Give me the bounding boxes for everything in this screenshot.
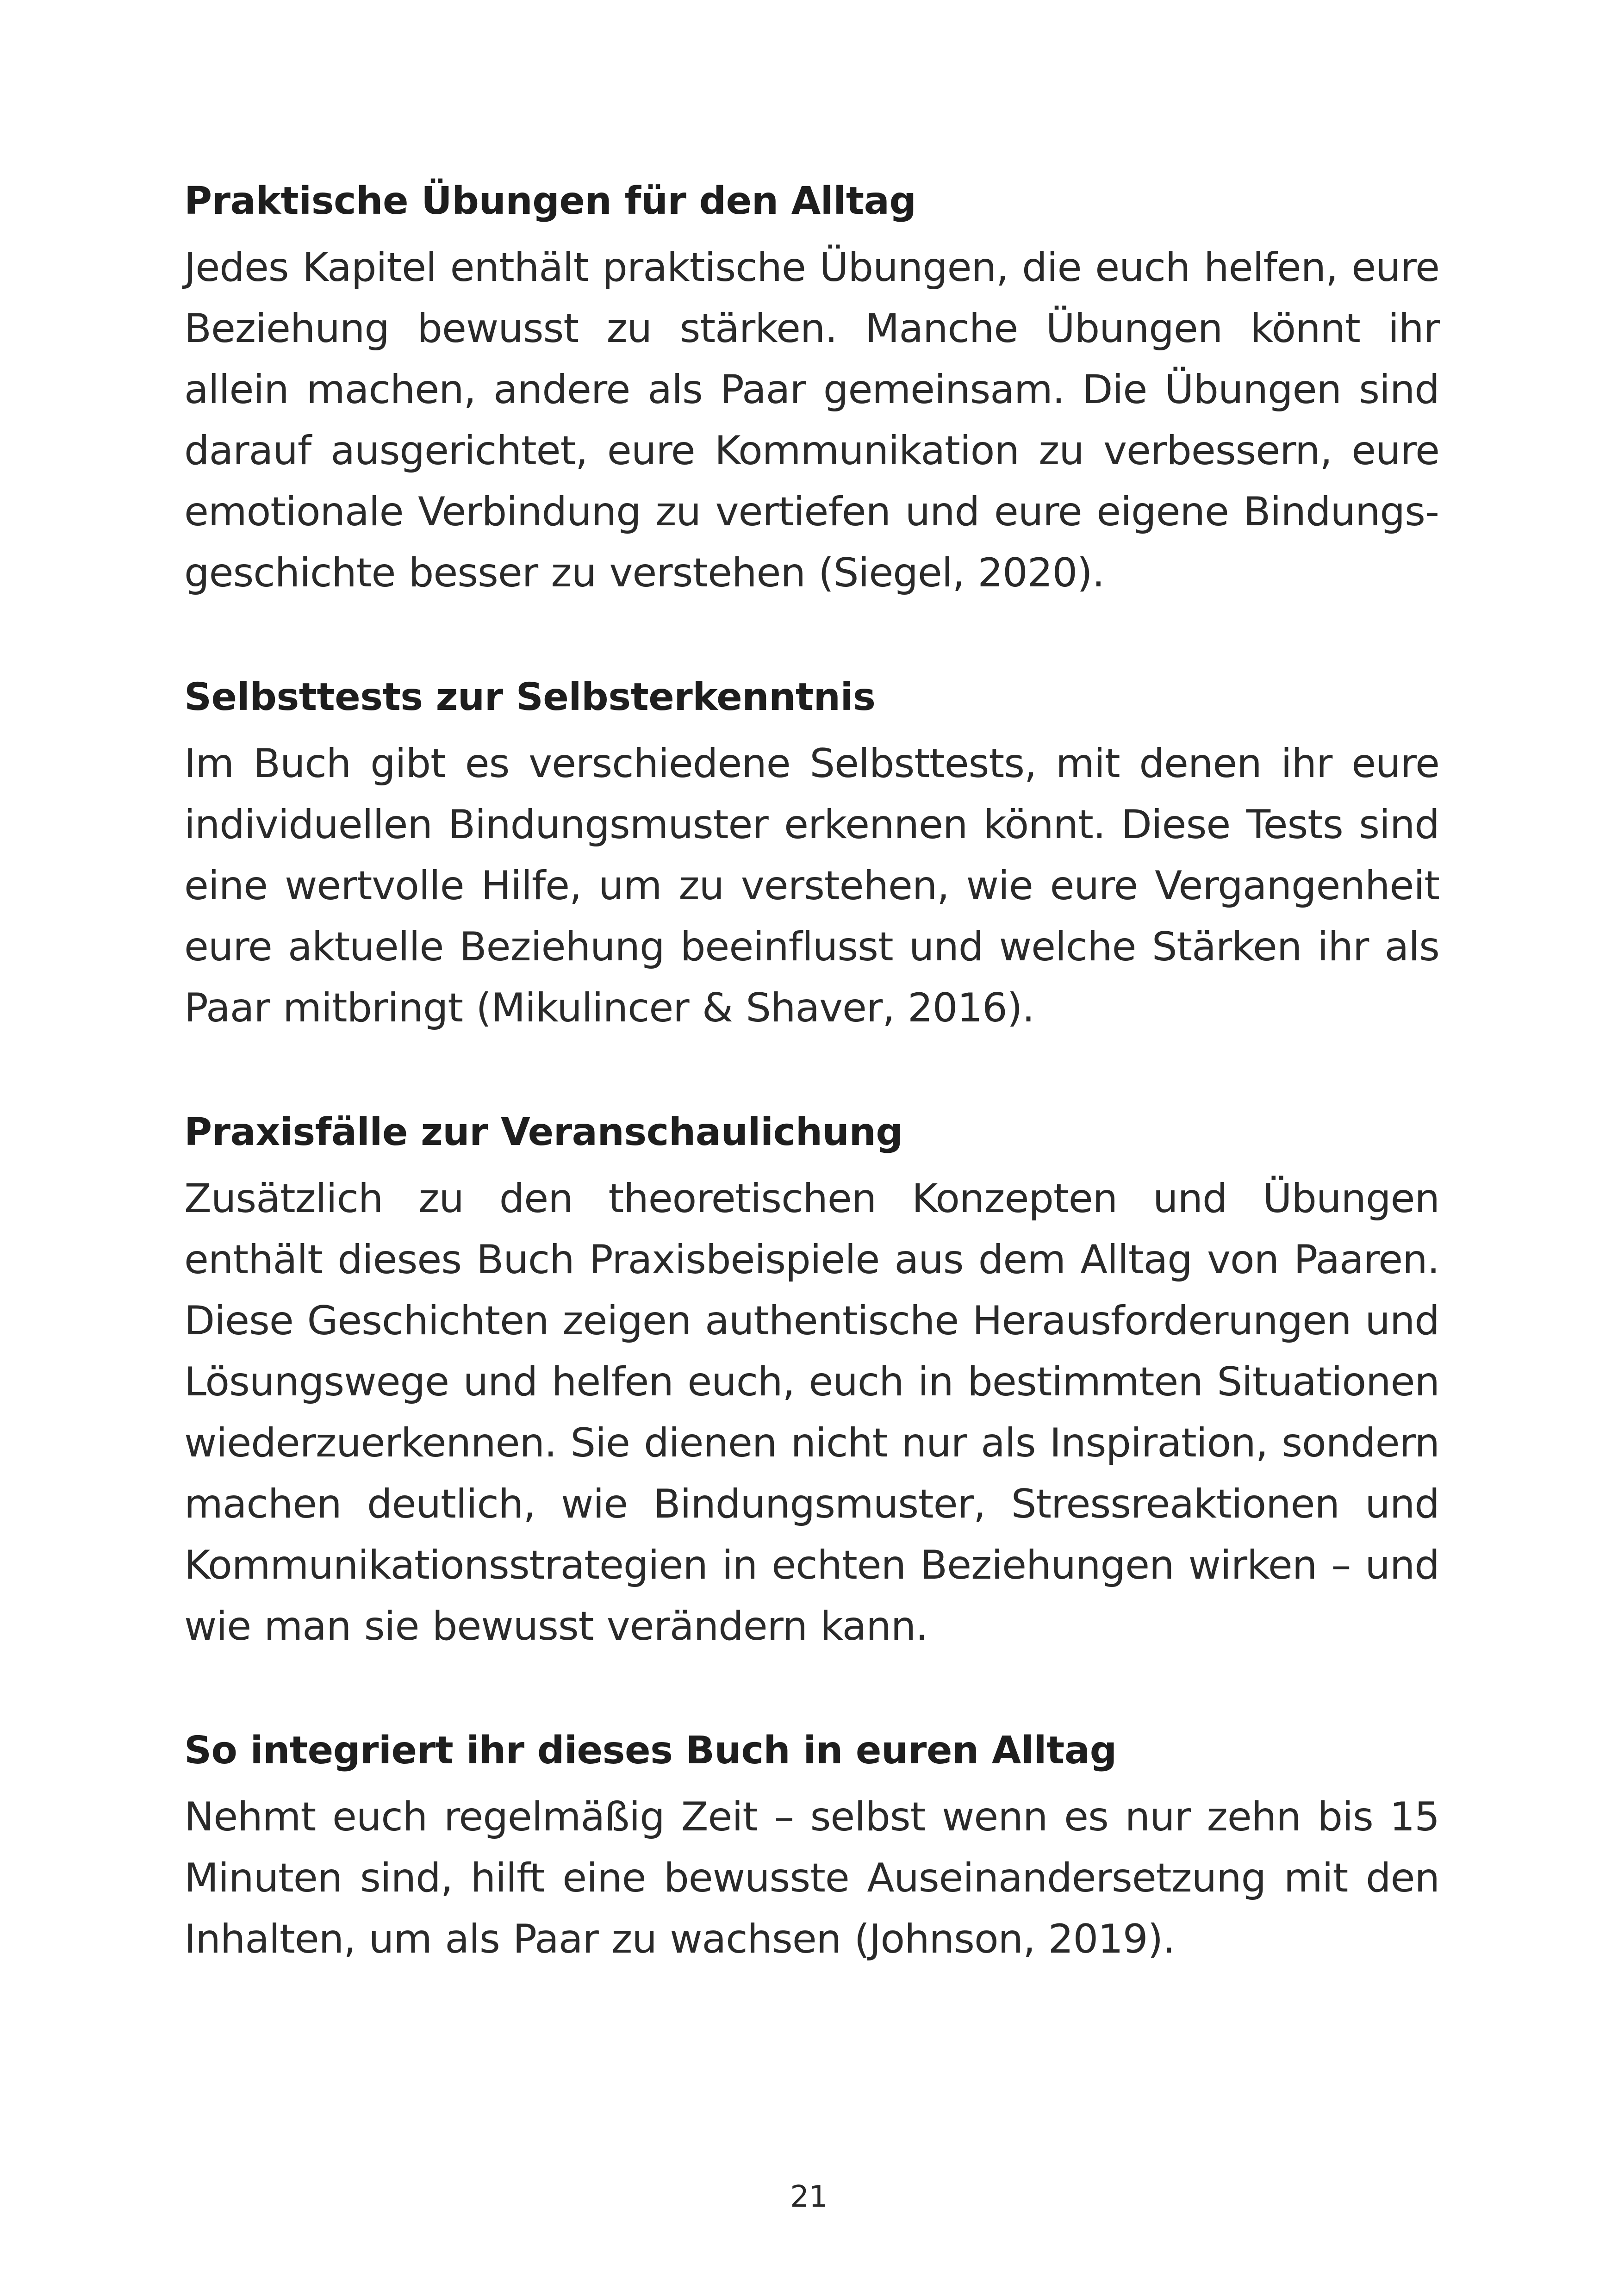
section-praktische-uebungen bbox=[184, 176, 1439, 604]
section-integration bbox=[184, 1725, 1439, 1970]
section-body: Im Buch gibt es verschiedene Selbsttests, mit denen ihr eure individuellen Bindungsmuster erkennen könnt. Diese Tests sind eine wertvolle Hilfe, um zu verstehen, wie eure Vergangenheit eure aktuelle Beziehung beeinflusst und welche Stärken ihr als Paar mitbringt (Mikulincer & Shaver, 2016). bbox=[184, 740, 1439, 1031]
section-body: Jedes Kapitel enthält praktische Übungen, die euch helfen, eure Beziehung bewusst zu stärken. Manche Übungen könnt ihr allein machen, andere als Paar gemeinsam. Die Übungen sind darauf ausgerichtet, eure Kommunikation zu verbessern, eure emotionale Verbindung zu vertiefen und eure eigene Bindungsgeschichte besser zu verstehen (Siegel, 2020). bbox=[184, 244, 1439, 596]
section-selbsttests bbox=[184, 672, 1439, 1039]
section-heading: Praxisfälle zur Veranschaulichung bbox=[184, 1110, 903, 1154]
section-praxisfaelle bbox=[184, 1107, 1439, 1657]
page-number: 21 bbox=[790, 2180, 828, 2214]
page-content bbox=[184, 176, 1439, 2038]
section-heading: So integriert ihr dieses Buch in euren Alltag bbox=[184, 1729, 1117, 1773]
section-heading: Selbsttests zur Selbsterkenntnis bbox=[184, 675, 876, 719]
section-body: Zusätzlich zu den theoretischen Konzepten und Übungen enthält dieses Buch Praxisbeispiele aus dem Alltag von Paaren. Diese Geschichten zeigen authentische Herausforderungen und Lösungswege und helfen euch, euch in bestimmten Situationen wiederzuerkennen. Sie dienen nicht nur als Inspiration, sondern machen deutlich, wie Bindungsmuster, Stressreaktionen und Kommunikationsstrategien in echten Beziehungen wirken – und wie man sie bewusst verändern kann. bbox=[184, 1176, 1439, 1649]
section-body: Nehmt euch regelmäßig Zeit – selbst wenn es nur zehn bis 15 Minuten sind, hilft eine bewusste Auseinandersetzung mit den Inhalten, um als Paar zu wachsen (Johnson, 2019). bbox=[184, 1794, 1439, 1962]
section-heading: Praktische Übungen für den Alltag bbox=[184, 179, 916, 223]
